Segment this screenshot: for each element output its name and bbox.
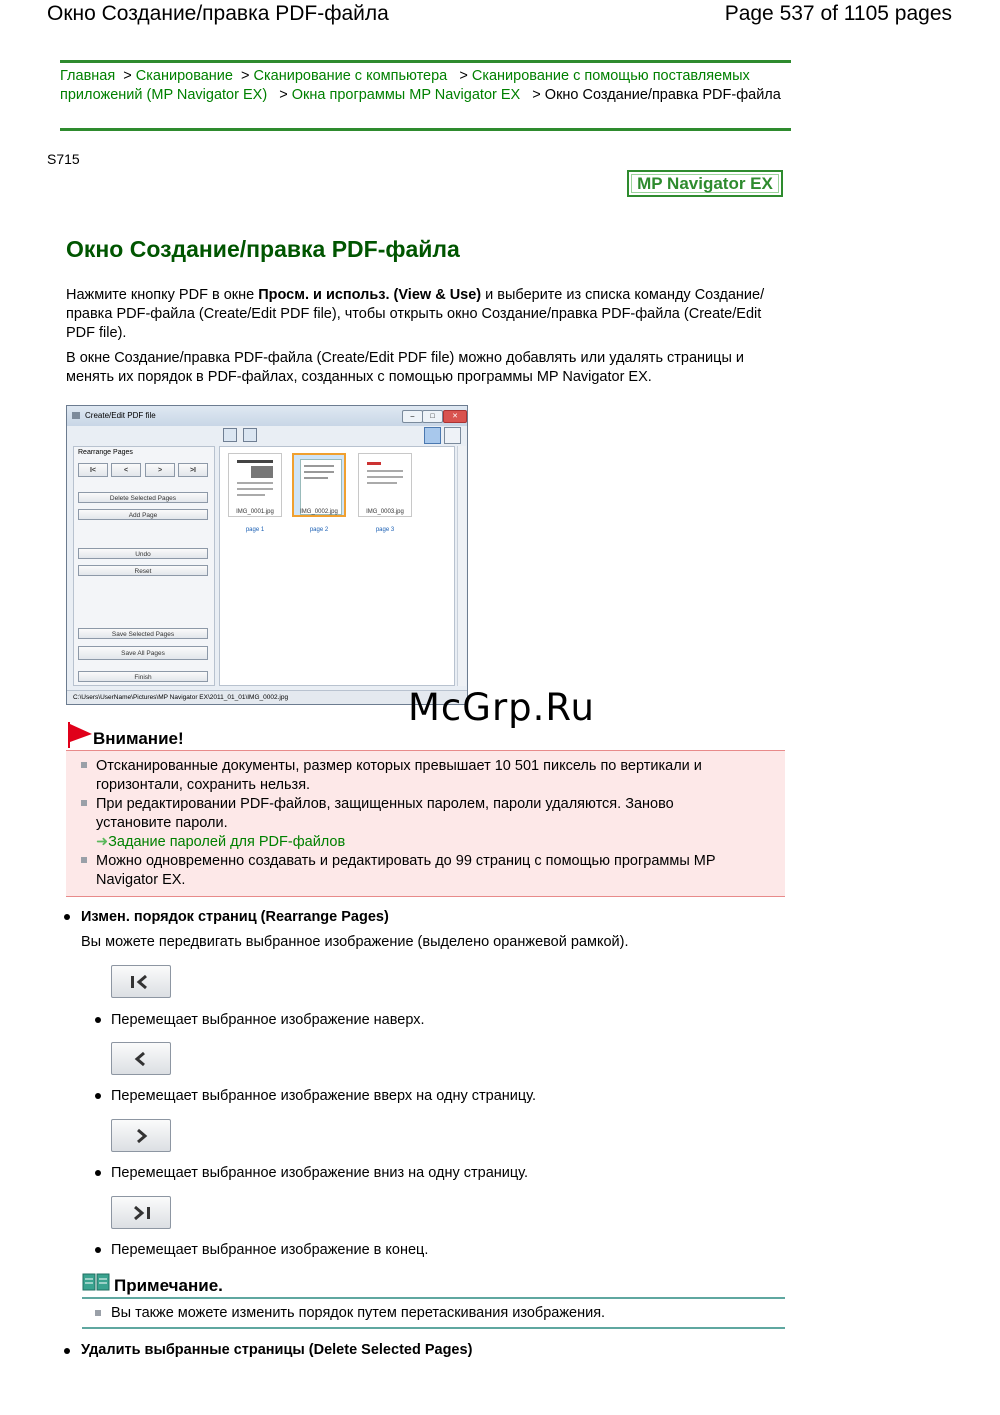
item-bullet (95, 1093, 101, 1099)
note-bottom-rule (82, 1327, 785, 1329)
password-link[interactable]: ➜Задание паролей для PDF-файлов (96, 834, 346, 850)
intro-paragraph-2: В окне Создание/правка PDF-файла (Create/Edit PDF file) можно добавлять или удалять страницы и менять их порядок в PDF-файлах, созданных с помощью программы MP Navigator EX. (66, 350, 745, 385)
mini-save-selected: Save Selected Pages (78, 628, 208, 639)
close-icon: ✕ (443, 410, 467, 423)
move-to-end-button[interactable] (111, 1196, 171, 1229)
thumbnail-area (219, 446, 455, 686)
minimize-icon: – (402, 410, 423, 423)
move-down-icon (133, 1128, 149, 1144)
note-title: Примечание. (114, 1276, 223, 1295)
breadcrumb-top-rule (60, 60, 791, 63)
mini-move-top: I< (78, 463, 108, 477)
breadcrumb-link-home[interactable]: Главная (60, 68, 116, 84)
move-down-desc: Перемещает выбранное изображение вниз на одну страницу. (111, 1165, 529, 1181)
create-edit-pdf-screenshot (66, 405, 468, 705)
thumb-1-page: page 1 (245, 527, 265, 533)
breadcrumb-link-mp-windows[interactable]: Окна программы MP Navigator EX (291, 87, 521, 103)
thumbnail-3 (358, 453, 412, 517)
warning-flag-icon (67, 722, 93, 748)
mini-delete-selected: Delete Selected Pages (78, 492, 208, 503)
full-view-icon (444, 427, 461, 444)
mini-move-end: >I (178, 463, 208, 477)
thumb-3-filename: IMG_0003.jpg (366, 509, 404, 515)
attention-item-2: При редактировании PDF-файлов, защищенных паролем, пароли удаляются. Заново установите пароли. (96, 796, 674, 831)
move-top-desc: Перемещает выбранное изображение наверх. (111, 1012, 425, 1028)
attention-item-1: Отсканированные документы, размер которых превышает 10 501 пиксель по вертикали и горизонтали, сохранить нельзя. (96, 758, 702, 793)
mini-reset: Reset (78, 565, 208, 576)
intro-paragraph-1: Нажмите кнопку PDF в окне Просм. и использ. (View & Use) и выберите из списка команду Создание/правка PDF-файла (Create/Edit PDF file), чтобы открыть окно Создание/правка PDF-файла (Create/Edit PDF file). (66, 287, 765, 341)
move-up-button[interactable] (111, 1042, 171, 1075)
attention-bullet-2 (81, 800, 87, 806)
move-top-icon (129, 974, 153, 990)
page-counter: Page 537 of 1105 pages (724, 2, 952, 25)
thumb-2-filename: IMG_0002.jpg (300, 509, 338, 515)
note-top-rule (82, 1297, 785, 1299)
watermark: McGrp.Ru (408, 686, 595, 729)
thumbnail-view-icon (424, 427, 441, 444)
breadcrumb-current: Окно Создание/правка PDF-файла (544, 87, 781, 103)
rearrange-description: Вы можете передвигать выбранное изображение (выделено оранжевой рамкой). (81, 934, 629, 950)
move-up-desc: Перемещает выбранное изображение вверх на одну страницу. (111, 1088, 537, 1104)
thumb-2-page: page 2 (309, 527, 329, 533)
rotate-right-icon (243, 428, 257, 442)
thumbnail-1 (228, 453, 282, 517)
rearrange-panel (73, 446, 215, 686)
breadcrumb-link-scan-from-computer[interactable]: Сканирование с компьютера (253, 68, 448, 84)
arrow-right-icon: ➜ (96, 834, 109, 850)
window-icon (72, 412, 80, 419)
rearrange-heading: Измен. порядок страниц (Rearrange Pages) (81, 909, 389, 925)
mini-move-down: > (145, 463, 175, 477)
rearrange-label: Rearrange Pages (78, 449, 133, 456)
mini-move-up: < (111, 463, 141, 477)
item-bullet (95, 1170, 101, 1176)
breadcrumb-link-scanning[interactable]: Сканирование (135, 68, 233, 84)
attention-title: Внимание! (93, 729, 184, 748)
window-titlebar: Create/Edit PDF file (67, 406, 467, 426)
thumb-1-filename: IMG_0001.jpg (236, 509, 274, 515)
mini-finish: Finish (78, 671, 208, 682)
thumbnail-scrollbar (457, 446, 466, 686)
page-header-title: Окно Создание/правка PDF-файла (47, 2, 389, 25)
attention-bullet-1 (81, 762, 87, 768)
rotate-left-icon (223, 428, 237, 442)
maximize-icon: □ (422, 410, 443, 423)
mp-navigator-badge: MP Navigator EX (627, 170, 783, 197)
note-book-icon (82, 1272, 110, 1292)
move-up-icon (133, 1051, 149, 1067)
move-end-icon (129, 1205, 153, 1221)
section-bullet (64, 1348, 70, 1354)
mini-save-all: Save All Pages (78, 646, 208, 660)
section-bullet (64, 914, 70, 920)
attention-item-3: Можно одновременно создавать и редактировать до 99 страниц с помощью программы MP Navigator EX. (96, 853, 716, 888)
mini-add-page: Add Page (78, 509, 208, 520)
page-code: S715 (47, 151, 80, 167)
attention-bullet-3 (81, 857, 87, 863)
thumb-3-page: page 3 (375, 527, 395, 533)
mini-undo: Undo (78, 548, 208, 559)
thumbnail-2-selected (292, 453, 346, 517)
page-title: Окно Создание/правка PDF-файла (66, 236, 460, 262)
move-end-desc: Перемещает выбранное изображение в конец. (111, 1242, 429, 1258)
delete-selected-heading: Удалить выбранные страницы (Delete Selected Pages) (81, 1342, 473, 1358)
move-to-top-button[interactable] (111, 965, 171, 998)
breadcrumb-bottom-rule (60, 128, 791, 131)
breadcrumb-link-scan-with-apps[interactable]: Сканирование с помощью поставляемых приложений (MP Navigator EX) (60, 68, 750, 103)
item-bullet (95, 1017, 101, 1023)
move-down-button[interactable] (111, 1119, 171, 1152)
breadcrumb: Главная > Сканирование > Сканирование с компьютера > Сканирование с помощью поставляемых приложений (MP Navigator EX) > Окна программы MP Navigator EX > Окно Создание/правка PDF-файла (60, 68, 781, 103)
note-bullet (95, 1310, 101, 1316)
status-path: C:\Users\UserName\Pictures\MP Navigator EX\2011_01_01\IMG_0002.jpg (67, 690, 467, 704)
note-item: Вы также можете изменить порядок путем перетаскивания изображения. (111, 1305, 606, 1321)
item-bullet (95, 1247, 101, 1253)
